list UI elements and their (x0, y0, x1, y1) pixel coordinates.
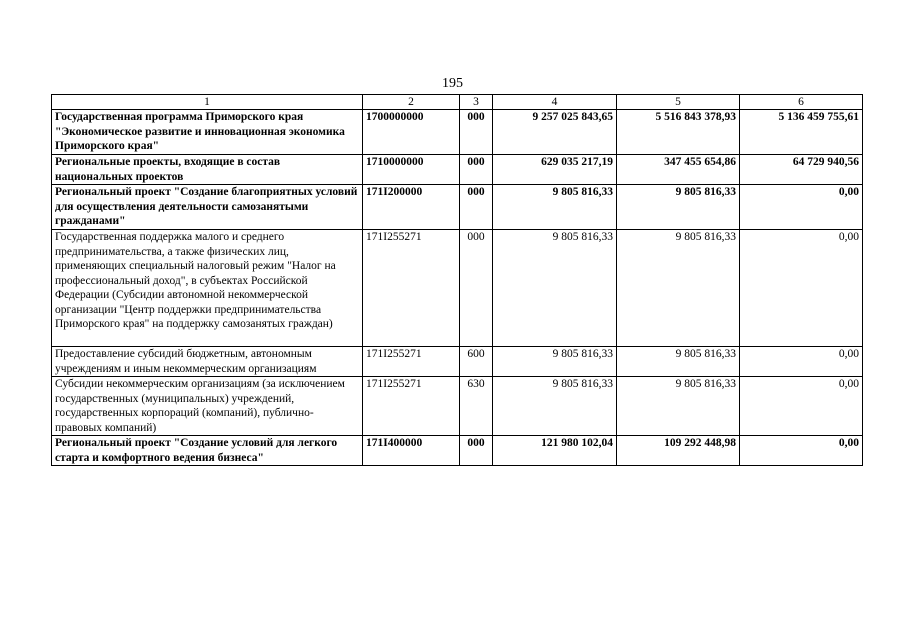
amount-col4: 9 805 816,33 (493, 185, 617, 230)
item-name: Региональный проект "Создание условий для легкого старта и комфортного ведения бизнеса" (52, 436, 363, 466)
amount-col4: 9 257 025 843,65 (493, 110, 617, 155)
amount-col5: 9 805 816,33 (617, 347, 740, 377)
amount-col4: 629 035 217,19 (493, 155, 617, 185)
amount-col5: 9 805 816,33 (617, 185, 740, 230)
column-header: 3 (460, 95, 493, 110)
item-name: Государственная программа Приморского края "Экономическое развитие и инновационная экономика Приморского края" (52, 110, 363, 155)
amount-col5: 9 805 816,33 (617, 377, 740, 436)
table-header-row (52, 95, 863, 110)
expense-type: 600 (460, 347, 493, 377)
column-header: 6 (740, 95, 863, 110)
amount-col5: 109 292 448,98 (617, 436, 740, 466)
table-row (52, 347, 863, 377)
target-code: 171I255271 (363, 377, 460, 436)
amount-col5: 5 516 843 378,93 (617, 110, 740, 155)
target-code: 171I200000 (363, 185, 460, 230)
table-row (52, 230, 863, 347)
column-header: 2 (363, 95, 460, 110)
amount-col6: 64 729 940,56 (740, 155, 863, 185)
amount-col6: 0,00 (740, 185, 863, 230)
item-name: Предоставление субсидий бюджетным, автономным учреждениям и иным некоммерческим организациям (52, 347, 363, 377)
expense-type: 000 (460, 110, 493, 155)
amount-col5: 9 805 816,33 (617, 230, 740, 347)
page-number: 195 (442, 76, 463, 91)
target-code: 171I255271 (363, 230, 460, 347)
item-name: Региональные проекты, входящие в состав национальных проектов (52, 155, 363, 185)
table-row (52, 185, 863, 230)
expense-type: 000 (460, 230, 493, 347)
expense-type: 630 (460, 377, 493, 436)
expense-type: 000 (460, 155, 493, 185)
item-name: Субсидии некоммерческим организациям (за исключением государственных (муниципальных) учреждений, государственных корпораций (компаний), публично-правовых компаний) (52, 377, 363, 436)
amount-col6: 5 136 459 755,61 (740, 110, 863, 155)
amount-col4: 9 805 816,33 (493, 230, 617, 347)
column-header: 1 (52, 95, 363, 110)
item-name: Региональный проект "Создание благоприятных условий для осуществления деятельности самозанятыми гражданами" (52, 185, 363, 230)
amount-col4: 121 980 102,04 (493, 436, 617, 466)
amount-col6: 0,00 (740, 377, 863, 436)
amount-col6: 0,00 (740, 230, 863, 347)
amount-col5: 347 455 654,86 (617, 155, 740, 185)
column-header: 5 (617, 95, 740, 110)
target-code: 171I400000 (363, 436, 460, 466)
expense-type: 000 (460, 436, 493, 466)
amount-col6: 0,00 (740, 347, 863, 377)
budget-table (51, 94, 863, 466)
table-row (52, 110, 863, 155)
table-row (52, 377, 863, 436)
amount-col4: 9 805 816,33 (493, 377, 617, 436)
expense-type: 000 (460, 185, 493, 230)
table-row (52, 436, 863, 466)
column-header: 4 (493, 95, 617, 110)
item-name: Государственная поддержка малого и среднего предпринимательства, а также физических лиц, применяющих специальный налоговый режим "Налог на профессиональный доход", в субъектах Российской Федерации (Субсидии автономной некоммерческой организации "Центр поддержки предпринимательства Приморского края" на поддержку самозанятых граждан) (52, 230, 363, 347)
target-code: 1710000000 (363, 155, 460, 185)
target-code: 1700000000 (363, 110, 460, 155)
table-row (52, 155, 863, 185)
amount-col4: 9 805 816,33 (493, 347, 617, 377)
amount-col6: 0,00 (740, 436, 863, 466)
target-code: 171I255271 (363, 347, 460, 377)
